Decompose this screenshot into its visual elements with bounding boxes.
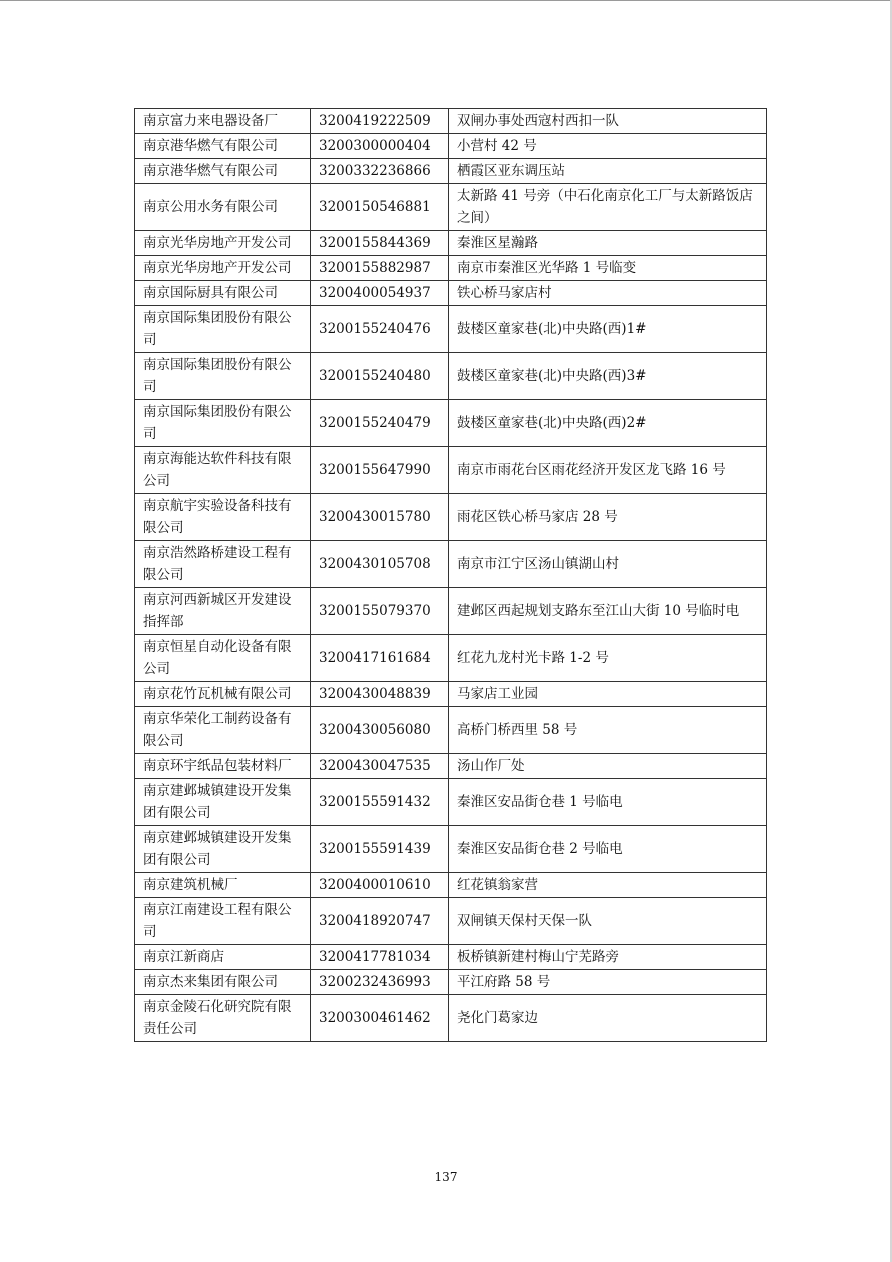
address-cell: 建邺区西起规划支路东至江山大街 10 号临时电 <box>449 588 767 635</box>
table-row <box>135 447 767 494</box>
company-name-cell: 南京国际集团股份有限公司 <box>135 400 311 447</box>
company-name-cell: 南京国际集团股份有限公司 <box>135 306 311 353</box>
account-number-cell: 3200400054937 <box>311 281 449 306</box>
table-row <box>135 779 767 826</box>
table-row <box>135 400 767 447</box>
table-row <box>135 353 767 400</box>
table-row <box>135 635 767 682</box>
account-number-cell: 3200430056080 <box>311 707 449 754</box>
account-number-cell: 3200430105708 <box>311 541 449 588</box>
address-cell: 鼓楼区童家巷(北)中央路(西)1# <box>449 306 767 353</box>
address-cell: 南京市雨花台区雨花经济开发区龙飞路 16 号 <box>449 447 767 494</box>
address-cell: 鼓楼区童家巷(北)中央路(西)3# <box>449 353 767 400</box>
address-cell: 铁心桥马家店村 <box>449 281 767 306</box>
address-cell: 双闸镇天保村天保一队 <box>449 898 767 945</box>
company-name-cell: 南京浩然路桥建设工程有限公司 <box>135 541 311 588</box>
customer-table-body <box>135 109 767 1042</box>
table-row <box>135 826 767 873</box>
address-cell: 秦淮区安品街仓巷 1 号临电 <box>449 779 767 826</box>
account-number-cell: 3200155240480 <box>311 353 449 400</box>
table-row <box>135 995 767 1042</box>
account-number-cell: 3200332236866 <box>311 159 449 184</box>
table-row <box>135 281 767 306</box>
address-cell: 高桥门桥西里 58 号 <box>449 707 767 754</box>
company-name-cell: 南京光华房地产开发公司 <box>135 256 311 281</box>
company-name-cell: 南京公用水务有限公司 <box>135 184 311 231</box>
table-row <box>135 494 767 541</box>
account-number-cell: 3200155882987 <box>311 256 449 281</box>
company-name-cell: 南京华荣化工制药设备有限公司 <box>135 707 311 754</box>
company-name-cell: 南京光华房地产开发公司 <box>135 231 311 256</box>
company-name-cell: 南京航宇实验设备科技有限公司 <box>135 494 311 541</box>
address-cell: 尧化门葛家边 <box>449 995 767 1042</box>
account-number-cell: 3200418920747 <box>311 898 449 945</box>
company-name-cell: 南京海能达软件科技有限公司 <box>135 447 311 494</box>
table-row <box>135 256 767 281</box>
table-row <box>135 134 767 159</box>
address-cell: 太新路 41 号旁（中石化南京化工厂与太新路饭店之间） <box>449 184 767 231</box>
account-number-cell: 3200417781034 <box>311 945 449 970</box>
account-number-cell: 3200419222509 <box>311 109 449 134</box>
company-name-cell: 南京建邺城镇建设开发集团有限公司 <box>135 826 311 873</box>
address-cell: 南京市秦淮区光华路 1 号临变 <box>449 256 767 281</box>
account-number-cell: 3200430048839 <box>311 682 449 707</box>
table-row <box>135 541 767 588</box>
company-name-cell: 南京国际集团股份有限公司 <box>135 353 311 400</box>
account-number-cell: 3200155591432 <box>311 779 449 826</box>
company-name-cell: 南京河西新城区开发建设指挥部 <box>135 588 311 635</box>
table-row <box>135 970 767 995</box>
address-cell: 汤山作厂处 <box>449 754 767 779</box>
account-number-cell: 3200150546881 <box>311 184 449 231</box>
company-name-cell: 南京富力来电器设备厂 <box>135 109 311 134</box>
account-number-cell: 3200430015780 <box>311 494 449 541</box>
address-cell: 小营村 42 号 <box>449 134 767 159</box>
company-name-cell: 南京港华燃气有限公司 <box>135 134 311 159</box>
company-name-cell: 南京江南建设工程有限公司 <box>135 898 311 945</box>
company-name-cell: 南京国际厨具有限公司 <box>135 281 311 306</box>
company-name-cell: 南京港华燃气有限公司 <box>135 159 311 184</box>
address-cell: 平江府路 58 号 <box>449 970 767 995</box>
address-cell: 秦淮区星瀚路 <box>449 231 767 256</box>
account-number-cell: 3200300000404 <box>311 134 449 159</box>
company-name-cell: 南京环宇纸品包装材料厂 <box>135 754 311 779</box>
address-cell: 鼓楼区童家巷(北)中央路(西)2# <box>449 400 767 447</box>
table-row <box>135 898 767 945</box>
customer-table <box>134 108 767 1042</box>
table-row <box>135 231 767 256</box>
account-number-cell: 3200155240476 <box>311 306 449 353</box>
address-cell: 红花九龙村光卡路 1-2 号 <box>449 635 767 682</box>
address-cell: 秦淮区安品街仓巷 2 号临电 <box>449 826 767 873</box>
address-cell: 板桥镇新建村梅山宁芜路旁 <box>449 945 767 970</box>
account-number-cell: 3200155591439 <box>311 826 449 873</box>
address-cell: 双闸办事处西寇村西扣一队 <box>449 109 767 134</box>
company-name-cell: 南京建筑机械厂 <box>135 873 311 898</box>
account-number-cell: 3200155079370 <box>311 588 449 635</box>
table-row <box>135 873 767 898</box>
company-name-cell: 南京建邺城镇建设开发集团有限公司 <box>135 779 311 826</box>
table-row <box>135 945 767 970</box>
account-number-cell: 3200155240479 <box>311 400 449 447</box>
table-row <box>135 707 767 754</box>
account-number-cell: 3200430047535 <box>311 754 449 779</box>
company-name-cell: 南京杰来集团有限公司 <box>135 970 311 995</box>
table-row <box>135 682 767 707</box>
page-number: 137 <box>434 1170 458 1184</box>
address-cell: 红花镇翁家营 <box>449 873 767 898</box>
account-number-cell: 3200232436993 <box>311 970 449 995</box>
table-row <box>135 754 767 779</box>
address-cell: 南京市江宁区汤山镇湖山村 <box>449 541 767 588</box>
table-row <box>135 109 767 134</box>
table-row <box>135 184 767 231</box>
account-number-cell: 3200300461462 <box>311 995 449 1042</box>
company-name-cell: 南京恒星自动化设备有限公司 <box>135 635 311 682</box>
address-cell: 雨花区铁心桥马家店 28 号 <box>449 494 767 541</box>
top-border-line <box>0 0 892 1</box>
account-number-cell: 3200155844369 <box>311 231 449 256</box>
address-cell: 马家店工业园 <box>449 682 767 707</box>
address-cell: 栖霞区亚东调压站 <box>449 159 767 184</box>
company-name-cell: 南京金陵石化研究院有限责任公司 <box>135 995 311 1042</box>
company-name-cell: 南京江新商店 <box>135 945 311 970</box>
account-number-cell: 3200155647990 <box>311 447 449 494</box>
account-number-cell: 3200417161684 <box>311 635 449 682</box>
table-row <box>135 588 767 635</box>
table-row <box>135 159 767 184</box>
account-number-cell: 3200400010610 <box>311 873 449 898</box>
table-row <box>135 306 767 353</box>
company-name-cell: 南京花竹瓦机械有限公司 <box>135 682 311 707</box>
